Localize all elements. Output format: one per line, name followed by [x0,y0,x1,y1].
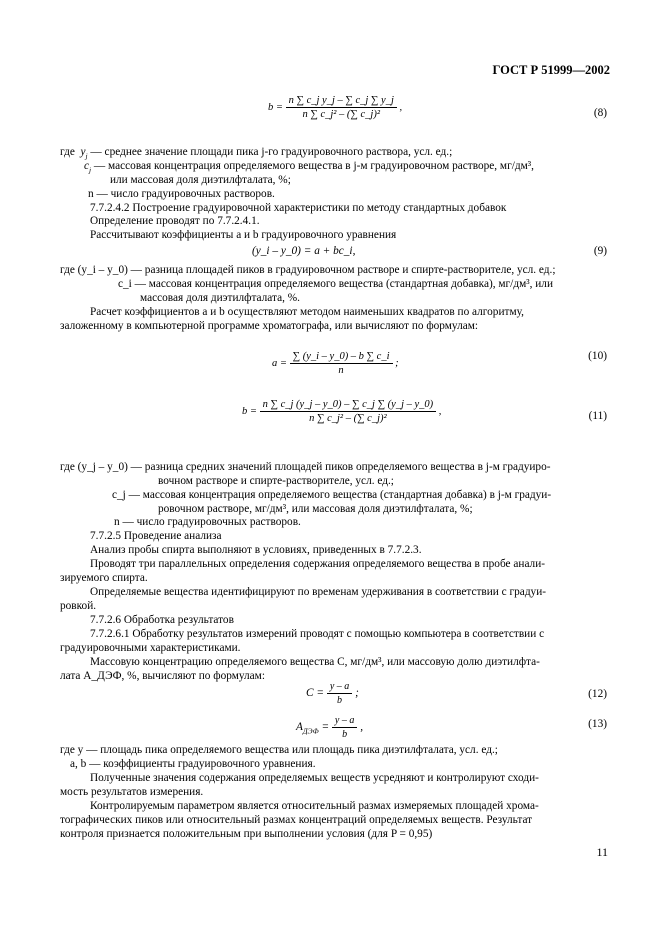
p7242-line2: Определение проводят по 7.7.2.4.1. [90,215,260,227]
equation-9: (y_i – y_0) = a + bc_i, [252,245,356,257]
eq10-tail: ; [395,357,399,369]
subscript-j: j [85,151,88,161]
where8-line2 [84,160,534,173]
eq8-tail: , [399,101,403,113]
p775-line3: зируемого спирта. [60,572,148,584]
eq8-lhs: b = [268,101,283,113]
where8-line1 [60,146,452,159]
equation-9-number: (9) [593,245,607,257]
eq13-subscript: ДЭФ [302,726,319,736]
where-word: где [60,146,75,158]
page-number: 11 [596,845,608,859]
where11-line2: вочном растворе и спирте-растворителе, усл. ед.; [158,475,394,487]
eq12-tail: ; [355,687,359,700]
eq12-denominator: b [337,695,343,706]
symbol-c: c [84,160,90,172]
eq12-fraction [327,680,352,707]
eq11-lhs: b = [242,405,257,417]
equation-8 [268,94,402,121]
equation-13 [296,714,363,741]
eq13-tail: , [360,721,364,734]
eq13-denominator: b [342,729,348,740]
where9-line2: c_i — массовая концентрация определяемого вещества (стандартная добавка), мг/дм³, или [118,278,553,290]
eq8-fraction [286,94,397,121]
section-7-7-2-4-2-title: 7.7.2.4.2 Построение градуировочной характеристики по методу стандартных добавок [90,202,507,214]
calc-paragraph-line2: заложенному в компьютерной программе хроматографа, или вычисляют по формулам: [60,320,479,332]
p775-line1: Анализ пробы спирта выполняют в условиях, приведенных в 7.7.2.3. [90,544,422,556]
final-paragraph-line3: Контролируемым параметром является относительный размах измеряемых площадей хрома- [90,800,539,812]
eq13-lhs: A [296,721,303,734]
eq11-fraction [260,398,437,425]
p775-line2: Проводят три параллельных определения содержания определяемого вещества в пробе анали- [90,558,545,570]
equation-12-number: (12) [588,688,607,700]
eq10-denominator: n [338,365,344,376]
eq11-numerator: n ∑ c_j (y_j – y_0) – ∑ c_j ∑ (y_j – y_0) [260,398,437,412]
equation-10 [272,350,399,377]
eq13-equals: = [318,721,330,734]
p775-line4: Определяемые вещества идентифицируют по временам удерживания в соответствии с градуи- [90,586,547,598]
document-id: ГОСТ Р 51999—2002 [492,63,610,77]
eq12-numerator: y – a [327,680,352,694]
eq10-numerator: ∑ (y_i – y_0) – b ∑ c_i [290,350,393,364]
p776-line4: лата A_ДЭФ, %, вычисляют по формулам: [60,670,265,682]
eq10-fraction [290,350,393,377]
section-7-7-2-6-title: 7.7.2.6 Обработка результатов [90,614,234,626]
equation-11-number: (11) [588,410,607,422]
eq13-fraction [332,714,357,741]
eq12-lhs: C = [306,687,324,700]
final-paragraph-line2: мость результатов измерения. [60,786,204,798]
equation-13-number: (13) [588,718,607,730]
p776-line2: градуировочными характеристиками. [60,642,241,654]
eq13-numerator: y – a [332,714,357,728]
where13-line2: a, b — коэффициенты градуировочного уравнения. [70,758,316,770]
calc-paragraph-line1: Расчет коэффициентов a и b осуществляют методом наименьших квадратов по алгоритму, [90,306,524,318]
where13-line1: где y — площадь пика определяемого вещества или площадь пика диэтилфталата, усл. ед.; [60,744,498,756]
final-paragraph-line4: тографических пиков или относительный размах концентраций определяемых веществ. Результат [60,814,533,826]
where8-line3: или массовая доля диэтилфталата, %; [110,174,291,186]
equation-8-number: (8) [593,107,607,119]
p776-line1: 7.7.2.6.1 Обработку результатов измерений проводят с помощью компьютера в соответствии с [90,628,545,640]
final-paragraph-line5: контроля признается положительным при выполнении условия (для P = 0,95) [60,828,433,840]
p7242-line3: Рассчитывают коэффициенты a и b градуировочного уравнения [90,229,397,241]
p775-line5: ровкой. [60,600,97,612]
symbol-y: y [80,146,86,158]
eq11-tail: , [438,405,442,417]
where11-line4: ровочном растворе, мг/дм³, или массовая доля диэтилфталата, %; [158,503,473,515]
where11-line3: c_j — массовая концентрация определяемого вещества (стандартная добавка) в j-м градуи- [112,489,552,501]
eq8-denominator: n ∑ c_j² – (∑ c_j)² [302,109,380,120]
eq8-numerator: n ∑ c_j y_j – ∑ c_j ∑ y_j [286,94,397,108]
equation-12 [306,680,359,707]
p776-line3: Массовую концентрацию определяемого вещества C, мг/дм³, или массовую долю диэтилфта- [90,656,540,668]
eq10-lhs: a = [272,357,287,369]
section-7-7-2-5-title: 7.7.2.5 Проведение анализа [90,530,222,542]
where9-line3: массовая доля диэтилфталата, %. [140,292,300,304]
eq11-denominator: n ∑ c_j² – (∑ c_j)² [309,413,387,424]
where8-l2-text: — массовая концентрация определяемого вещества в j-м градуировочном растворе, мг/дм³, [91,160,534,172]
equation-11 [242,398,441,425]
subscript-j: j [89,165,92,175]
where11-line5: n — число градуировочных растворов. [114,516,301,528]
where9-line1: где (y_i – y_0) — разница площадей пиков в градуировочном растворе и спирте-растворителе, усл. ед.; [60,264,556,276]
where8-line4: n — число градуировочных растворов. [88,188,275,200]
where8-l1-text: — среднее значение площади пика j-го градуировочного раствора, усл. ед.; [87,146,453,158]
where11-line1: где (y_j – y_0) — разница средних значений площадей пиков определяемого вещества в j-м градуиро- [60,461,551,473]
final-paragraph-line1: Полученные значения содержания определяемых веществ усредняют и контролируют сходи- [90,772,539,784]
equation-10-number: (10) [588,350,607,362]
